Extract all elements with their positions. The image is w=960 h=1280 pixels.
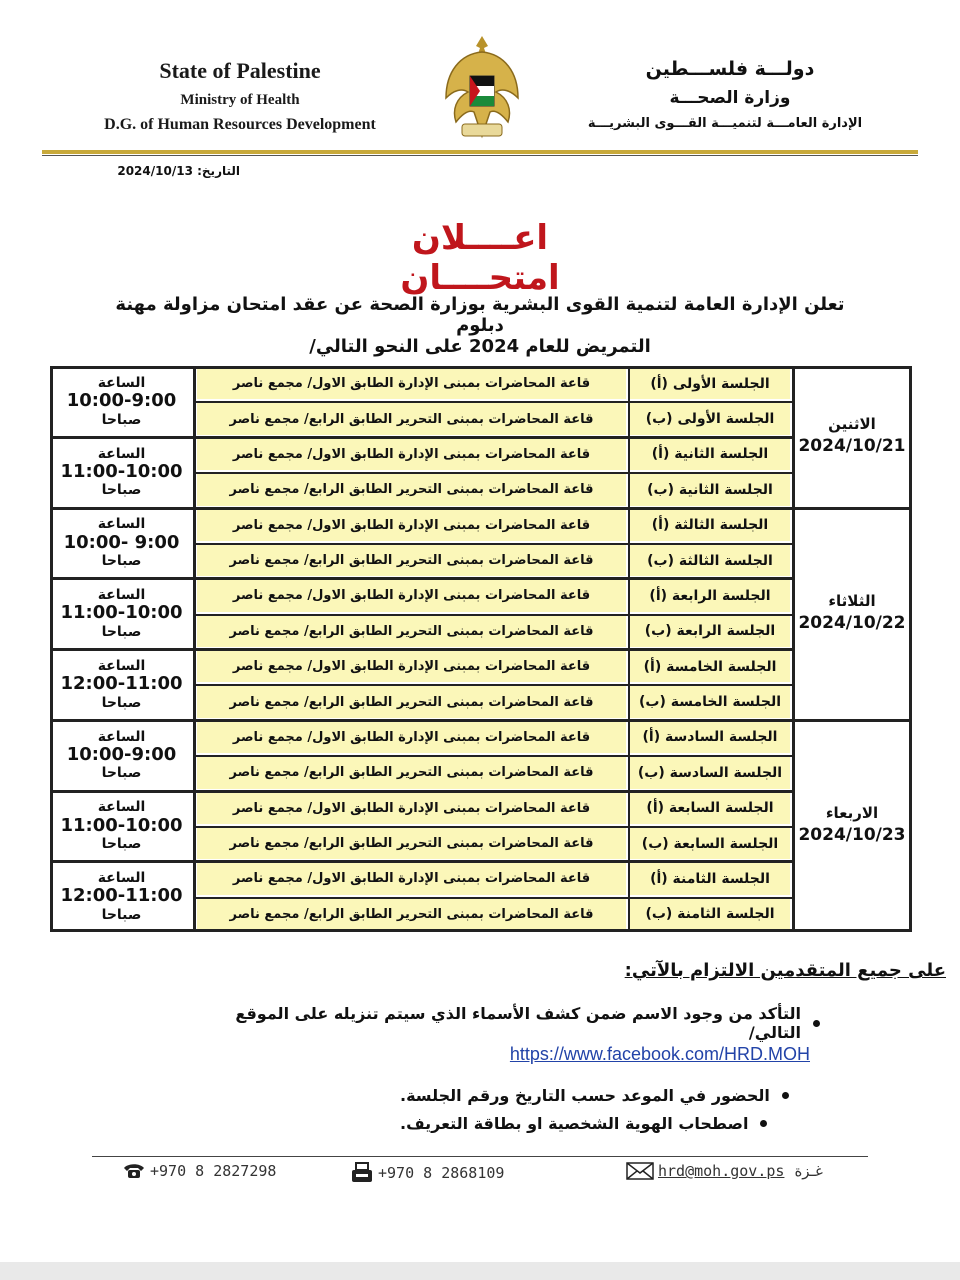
time-period: صباحا bbox=[101, 906, 142, 923]
session-name: الجلسة الثامنة (ب) bbox=[630, 899, 790, 930]
time-range: 10:00-9:00 bbox=[66, 743, 177, 765]
note-item-2-text: الحضور في الموعد حسب التاريخ ورقم الجلسة. bbox=[400, 1086, 770, 1105]
session-location: قاعة المحاضرات بمبنى التحرير الطابق الرابع/ مجمع ناصر bbox=[197, 474, 626, 505]
table-grid-line bbox=[193, 614, 792, 616]
session-location: قاعة المحاضرات بمبنى الإدارة الطابق الاول/ مجمع ناصر bbox=[197, 722, 626, 753]
table-grid-line bbox=[50, 929, 912, 932]
session-location: قاعة المحاضرات بمبنى التحرير الطابق الرابع/ مجمع ناصر bbox=[197, 757, 626, 788]
session-location: قاعة المحاضرات بمبنى الإدارة الطابق الاول/ مجمع ناصر bbox=[197, 439, 626, 470]
time-range: 11:00-10:00 bbox=[60, 460, 183, 482]
session-location: قاعة المحاضرات بمبنى التحرير الطابق الرابع/ مجمع ناصر bbox=[197, 828, 626, 859]
table-grid-line bbox=[792, 366, 795, 932]
time-label: الساعة bbox=[97, 657, 146, 674]
note-item-3 bbox=[400, 1114, 820, 1133]
day-name: الثلاثاء bbox=[828, 592, 876, 611]
session-name: الجلسة الرابعة (ب) bbox=[630, 616, 790, 647]
header-gold-divider bbox=[42, 150, 918, 154]
session-location: قاعة المحاضرات بمبنى التحرير الطابق الرابع/ مجمع ناصر bbox=[197, 686, 626, 717]
session-location: قاعة المحاضرات بمبنى الإدارة الطابق الاول/ مجمع ناصر bbox=[197, 651, 626, 682]
time-period: صباحا bbox=[101, 482, 142, 499]
table-grid-line bbox=[50, 436, 792, 439]
exam-day bbox=[792, 720, 912, 932]
date-value: 2024/10/13 bbox=[117, 164, 193, 178]
session-name: الجلسة السابعة (ب) bbox=[630, 828, 790, 859]
session-name: الجلسة الأولى (أ) bbox=[630, 368, 790, 399]
time-range: 11:00-10:00 bbox=[60, 814, 183, 836]
telephone-icon bbox=[122, 1162, 146, 1180]
header-arabic-state: دولـــة فلســـطين bbox=[645, 58, 815, 80]
header-arabic-department: الإدارة العامـــة لتنميـــة القـــوى البشريـــة bbox=[587, 116, 863, 131]
table-grid-line bbox=[50, 366, 912, 369]
time-range: 12:00-11:00 bbox=[60, 673, 183, 695]
notes-heading: على جميع المتقدمين الالتزام بالآتي: bbox=[624, 960, 946, 981]
session-name: الجلسة الثانية (ب) bbox=[630, 474, 790, 505]
header-arabic-ministry: وزارة الصحـــة bbox=[669, 88, 791, 108]
footer-email-address[interactable]: hrd@moh.gov.ps bbox=[658, 1162, 785, 1180]
header-english-state: State of Palestine bbox=[159, 58, 321, 83]
table-grid-line bbox=[50, 507, 912, 510]
time-range: 10:00-9:00 bbox=[66, 390, 177, 412]
table-grid-line bbox=[909, 366, 912, 932]
table-grid-line bbox=[193, 826, 792, 828]
time-slot bbox=[54, 722, 189, 789]
session-name: الجلسة الخامسة (أ) bbox=[630, 651, 790, 682]
note-item-1-text: التأكد من وجود الاسم ضمن كشف الأسماء الذي سيتم تنزيله على الموقع التالي/ bbox=[235, 1004, 801, 1042]
session-name: الجلسة الثامنة (أ) bbox=[630, 863, 790, 894]
footer-city: غـزة bbox=[794, 1162, 823, 1180]
document-date bbox=[100, 164, 240, 178]
bullet-icon bbox=[782, 1092, 789, 1099]
time-slot bbox=[54, 863, 189, 930]
time-label: الساعة bbox=[97, 516, 146, 533]
time-slot bbox=[54, 368, 189, 435]
table-grid-line bbox=[50, 790, 792, 793]
time-slot bbox=[54, 510, 189, 577]
session-location: قاعة المحاضرات بمبنى التحرير الطابق الرابع/ مجمع ناصر bbox=[197, 545, 626, 576]
day-date: 2024/10/21 bbox=[798, 436, 906, 457]
table-grid-line bbox=[193, 897, 792, 899]
table-grid-line bbox=[193, 755, 792, 757]
note-item-1 bbox=[230, 1004, 820, 1042]
exam-day bbox=[792, 366, 912, 508]
fax-icon bbox=[350, 1162, 374, 1184]
time-label: الساعة bbox=[97, 587, 146, 604]
day-date: 2024/10/22 bbox=[798, 613, 906, 634]
time-period: صباحا bbox=[101, 411, 142, 428]
note-item-2 bbox=[400, 1086, 820, 1105]
time-period: صباحا bbox=[101, 765, 142, 782]
time-label: الساعة bbox=[97, 374, 146, 391]
session-name: الجلسة الخامسة (ب) bbox=[630, 686, 790, 717]
session-name: الجلسة السادسة (أ) bbox=[630, 722, 790, 753]
session-location: قاعة المحاضرات بمبنى الإدارة الطابق الاول/ مجمع ناصر bbox=[197, 863, 626, 894]
time-range: 10:00- 9:00 bbox=[63, 531, 180, 553]
date-label: التاريخ: bbox=[197, 164, 240, 178]
announcement-title: اعــــلان امتحــــان bbox=[400, 218, 560, 298]
envelope-icon bbox=[626, 1162, 654, 1180]
session-location: قاعة المحاضرات بمبنى الإدارة الطابق الاول/ مجمع ناصر bbox=[197, 793, 626, 824]
table-grid-line bbox=[193, 472, 792, 474]
table-grid-line bbox=[50, 860, 792, 863]
time-range: 11:00-10:00 bbox=[60, 602, 183, 624]
time-slot bbox=[54, 651, 189, 718]
note-item-3-text: اصطحاب الهوية الشخصية او بطاقة التعريف. bbox=[400, 1114, 749, 1133]
session-location: قاعة المحاضرات بمبنى التحرير الطابق الرابع/ مجمع ناصر bbox=[197, 899, 626, 930]
footer-fax bbox=[350, 1162, 504, 1184]
footer-email bbox=[626, 1162, 823, 1180]
bullet-icon bbox=[813, 1020, 820, 1027]
footer-divider bbox=[92, 1156, 868, 1157]
time-label: الساعة bbox=[97, 728, 146, 745]
session-name: الجلسة الثالثة (أ) bbox=[630, 510, 790, 541]
intro-line-1: تعلن الإدارة العامة لتنمية القوى البشرية بوزارة الصحة عن عقد امتحان مزاولة مهنة دبلوم bbox=[115, 294, 845, 336]
table-grid-line bbox=[193, 401, 792, 403]
session-name: الجلسة الثالثة (ب) bbox=[630, 545, 790, 576]
time-period: صباحا bbox=[101, 694, 142, 711]
time-period: صباحا bbox=[101, 623, 142, 640]
day-name: الاربعاء bbox=[825, 804, 879, 823]
time-slot bbox=[54, 793, 189, 860]
exam-day bbox=[792, 508, 912, 720]
time-period: صباحا bbox=[101, 836, 142, 853]
session-location: قاعة المحاضرات بمبنى التحرير الطابق الرابع/ مجمع ناصر bbox=[197, 616, 626, 647]
intro-line-2: التمريض للعام 2024 على النحو التالي/ bbox=[309, 336, 651, 357]
header-english-ministry: Ministry of Health bbox=[180, 92, 300, 108]
table-grid-line bbox=[50, 648, 792, 651]
footer-phone-number: +970 8 2827298 bbox=[150, 1162, 277, 1180]
time-label: الساعة bbox=[97, 799, 146, 816]
time-range: 12:00-11:00 bbox=[60, 885, 183, 907]
footer-phone bbox=[122, 1162, 276, 1180]
table-grid-line bbox=[50, 577, 792, 580]
day-name: الاثنين bbox=[828, 415, 876, 434]
bottom-bar bbox=[0, 1262, 960, 1280]
exam-schedule-table bbox=[50, 366, 912, 932]
session-location: قاعة المحاضرات بمبنى الإدارة الطابق الاول/ مجمع ناصر bbox=[197, 580, 626, 611]
time-label: الساعة bbox=[97, 870, 146, 887]
bullet-icon bbox=[760, 1120, 767, 1127]
session-location: قاعة المحاضرات بمبنى الإدارة الطابق الاول/ مجمع ناصر bbox=[197, 368, 626, 399]
facebook-list-link[interactable]: https://www.facebook.com/HRD.MOH bbox=[509, 1044, 810, 1064]
time-slot bbox=[54, 439, 189, 506]
session-name: الجلسة الرابعة (أ) bbox=[630, 580, 790, 611]
header-divider bbox=[42, 155, 918, 156]
session-name: الجلسة الأولى (ب) bbox=[630, 403, 790, 434]
table-grid-line bbox=[193, 684, 792, 686]
session-name: الجلسة الثانية (أ) bbox=[630, 439, 790, 470]
time-label: الساعة bbox=[97, 445, 146, 462]
session-name: الجلسة السابعة (أ) bbox=[630, 793, 790, 824]
time-period: صباحا bbox=[101, 553, 142, 570]
session-location: قاعة المحاضرات بمبنى الإدارة الطابق الاول/ مجمع ناصر bbox=[197, 510, 626, 541]
palestine-eagle-emblem bbox=[440, 32, 524, 144]
time-slot bbox=[54, 580, 189, 647]
table-grid-line bbox=[193, 543, 792, 545]
table-grid-line bbox=[50, 719, 912, 722]
session-location: قاعة المحاضرات بمبنى التحرير الطابق الرابع/ مجمع ناصر bbox=[197, 403, 626, 434]
header-english-department: D.G. of Human Resources Development bbox=[104, 116, 376, 133]
session-name: الجلسة السادسة (ب) bbox=[630, 757, 790, 788]
day-date: 2024/10/23 bbox=[798, 825, 906, 846]
footer-fax-number: +970 8 2868109 bbox=[378, 1164, 505, 1182]
